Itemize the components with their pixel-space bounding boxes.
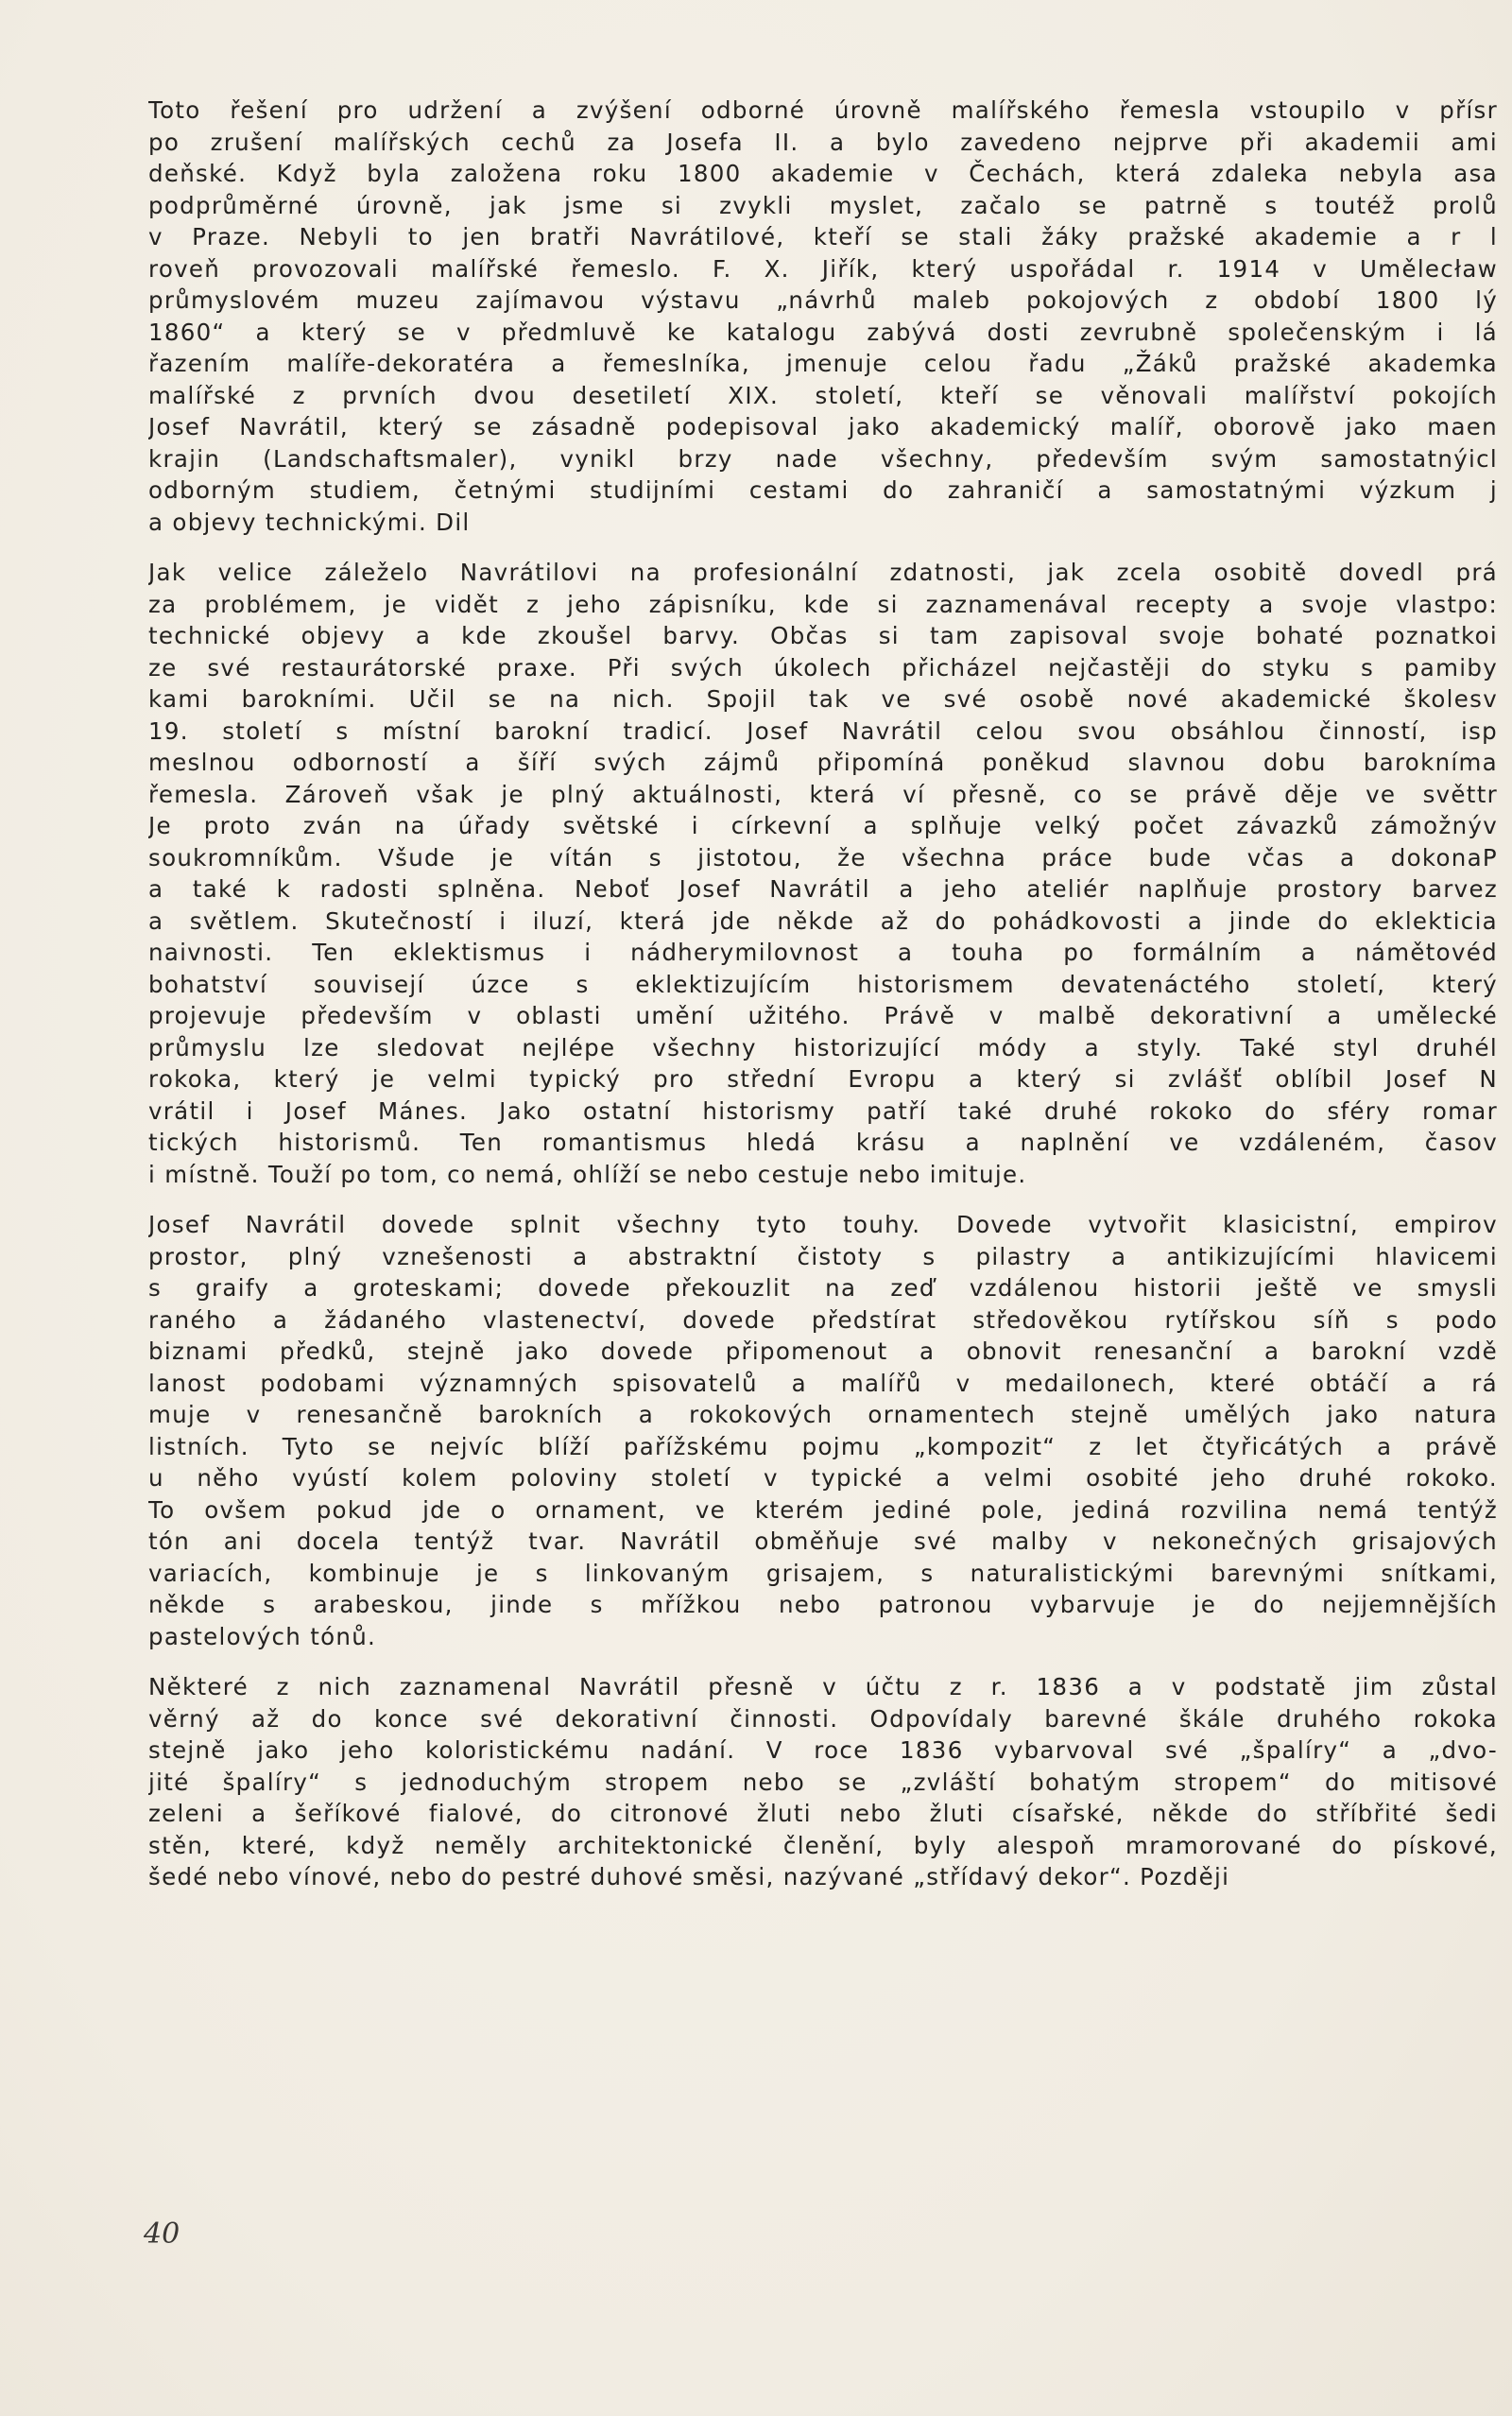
text-line: a objevy technickými. Dil	[148, 508, 471, 536]
text-line: projevuje především v oblasti umění užitého. Právě v malbě dekorativní a umělecké	[148, 1002, 1498, 1029]
text-line: stejně jako jeho koloristickému nadání. V roce 1836 vybarvoval své „špalíry“ a „dvo-	[148, 1736, 1498, 1764]
text-line: raného a žádaného vlastenectví, dovede předstírat středověkou rytířskou síň s podo	[148, 1305, 1498, 1334]
text-line: prostor, plný vznešenosti a abstraktní čistoty s pilastry a antikizujícími hlavicemi	[148, 1242, 1498, 1270]
paragraph	[148, 1209, 1498, 1652]
text-line: řemesla. Zároveň však je plný aktuálnosti, která ví přesně, co se právě děje ve světtr	[148, 780, 1498, 808]
text-line: rokoka, který je velmi typický pro střední Evropu a který si zvlášť oblíbil Josef N	[148, 1065, 1498, 1093]
text-line: průmyslu lze sledovat nejlépe všechny historizující módy a styly. Také styl druhél	[148, 1033, 1498, 1061]
text-line: pastelových tónů.	[148, 1622, 377, 1650]
text-line: řazením malíře-dekoratéra a řemeslníka, jmenuje celou řadu „Žáků pražské akademka	[148, 350, 1498, 377]
text-line: a také k radosti splněna. Neboť Josef Navrátil a jeho ateliér naplňuje prostory barvez	[148, 875, 1498, 903]
text-line: soukromníkům. Všude je vítán s jistotou, že všechna práce bude včas a dokonaP	[148, 843, 1498, 871]
text-line: ze své restaurátorské praxe. Při svých úkolech přicházel nejčastěji do styku s pamiby	[148, 653, 1498, 682]
text-line: stěn, které, když neměly architektonické členění, byly alespoň mramorované do pískové,	[148, 1831, 1498, 1859]
text-line: po zrušení malířských cechů za Josefa II. a bylo zavedeno nejprve při akademii ami	[148, 128, 1498, 156]
paragraph	[148, 1671, 1498, 1893]
text-line: tických historismů. Ten romantismus hledá krásu a naplnění ve vzdáleném, časov	[148, 1129, 1498, 1156]
text-line: Josef Navrátil, který se zásadně podepisoval jako akademický malíř, oborově jako maen	[148, 413, 1498, 440]
page-number: 40	[144, 2218, 180, 2251]
text-line: s graify a groteskami; dovede překouzlit na zeď vzdálenou historii ještě ve smysli	[148, 1274, 1498, 1302]
text-line: kami barokními. Učil se na nich. Spojil tak ve své osobě nové akademické školesv	[148, 685, 1498, 713]
text-line: Toto řešení pro udržení a zvýšení odborné úrovně malířského řemesla vstoupilo v přísr	[148, 96, 1498, 124]
text-line: roveň provozovali malířské řemeslo. F. X. Jiřík, který uspořádal r. 1914 v Umělecław	[148, 254, 1498, 283]
text-line: v Praze. Nebyli to jen bratři Navrátilové, kteří se stali žáky pražské akademie a r l	[148, 223, 1498, 250]
text-line: meslnou odborností a šíří svých zájmů připomíná poněkud slavnou dobu barokníma	[148, 749, 1498, 776]
text-line: 19. století s místní barokní tradicí. Josef Navrátil celou svou obsáhlou činností, isp	[148, 716, 1498, 745]
text-line: za problémem, je vidět z jeho zápisníku, kde si zaznamenával recepty a svoje vlastpo:	[148, 590, 1498, 618]
text-line: listních. Tyto se nejvíc blíží pařížskému pojmu „kompozit“ z let čtyřicátých a právě	[148, 1432, 1498, 1460]
text-line: i místně. Touží po tom, co nemá, ohlíží se nebo cestuje nebo imituje.	[148, 1160, 1027, 1188]
text-line: Některé z nich zaznamenal Navrátil přesně v účtu z r. 1836 a v podstatě jim zůstal	[148, 1673, 1498, 1700]
body-text	[148, 95, 1498, 1912]
text-line: šedé nebo vínové, nebo do pestré duhové směsi, nazývané „střídavý dekor“. Později	[148, 1863, 1230, 1890]
text-line: průmyslovém muzeu zajímavou výstavu „návrhů maleb pokojových z období 1800 lý	[148, 286, 1498, 314]
text-line: podprůměrné úrovně, jak jsme si zvykli myslet, začalo se patrně s toutéž prolů	[148, 191, 1498, 219]
text-line: někde s arabeskou, jinde s mřížkou nebo patronou vybarvuje je do nejjemnějších	[148, 1591, 1498, 1618]
paragraph	[148, 95, 1498, 538]
text-line: a světlem. Skutečností i iluzí, která jde někde až do pohádkovosti a jinde do eklekticia	[148, 906, 1498, 935]
text-line: muje v renesančně barokních a rokokových ornamentech stejně umělých jako natura	[148, 1401, 1498, 1428]
text-line: malířské z prvních dvou desetiletí XIX. století, kteří se věnovali malířství pokojích	[148, 381, 1498, 409]
text-line: odborným studiem, četnými studijními cestami do zahraničí a samostatnými výzkum j	[148, 476, 1498, 504]
text-line: Je proto zván na úřady světské i církevní a splňuje velký počet závazků zámožnýv	[148, 812, 1498, 839]
paragraph	[148, 557, 1498, 1190]
text-line: krajin (Landschaftsmaler), vynikl brzy nade všechny, především svým samostatnýicl	[148, 444, 1498, 473]
text-line: Josef Navrátil dovede splnit všechny tyto touhy. Dovede vytvořit klasicistní, empirov	[148, 1211, 1498, 1238]
text-line: tón ani docela tentýž tvar. Navrátil obměňuje své malby v nekonečných grisajových	[148, 1527, 1498, 1555]
text-line: bohatství souvisejí úzce s eklektizujícím historismem devatenáctého století, který	[148, 970, 1498, 998]
text-line: biznami předků, stejně jako dovede připomenout a obnovit renesanční a barokní vzdě	[148, 1337, 1498, 1365]
text-line: variacích, kombinuje je s linkovaným grisajem, s naturalistickými barevnými snítkami,	[148, 1559, 1498, 1587]
text-line: věrný až do konce své dekorativní činnosti. Odpovídaly barevné škále druhého rokoka	[148, 1704, 1498, 1733]
text-line: Jak velice záleželo Navrátilovi na profesionální zdatnosti, jak zcela osobitě dovedl prá	[148, 559, 1498, 586]
text-line: lanost podobami významných spisovatelů a malířů v medailonech, které obtáčí a rá	[148, 1369, 1498, 1397]
text-line: zeleni a šeříkové fialové, do citronové žluti nebo žluti císařské, někde do stříbřité šedi	[148, 1800, 1498, 1827]
text-line: naivnosti. Ten eklektismus i nádherymilovnost a touha po formálním a námětovéd	[148, 939, 1498, 966]
text-line: jité špalíry“ s jednoduchým stropem nebo se „zvláští bohatým stropem“ do mitisové	[148, 1768, 1498, 1796]
text-line: u něho vyústí kolem poloviny století v typické a velmi osobité jeho druhé rokoko.	[148, 1464, 1498, 1492]
text-line: technické objevy a kde zkoušel barvy. Občas si tam zapisoval svoje bohaté poznatkoi	[148, 622, 1498, 649]
text-line: deňské. Když byla založena roku 1800 akademie v Čechách, která zdaleka nebyla asa	[148, 160, 1498, 187]
text-line: 1860“ a který se v předmluvě ke katalogu zabývá dosti zevrubně společenským i lá	[148, 318, 1498, 346]
text-line: To ovšem pokud jde o ornament, ve kterém jediné pole, jediná rozvilina nemá tentýž	[148, 1495, 1498, 1524]
text-line: vrátil i Josef Mánes. Jako ostatní historismy patří také druhé rokoko do sféry romar	[148, 1096, 1498, 1125]
